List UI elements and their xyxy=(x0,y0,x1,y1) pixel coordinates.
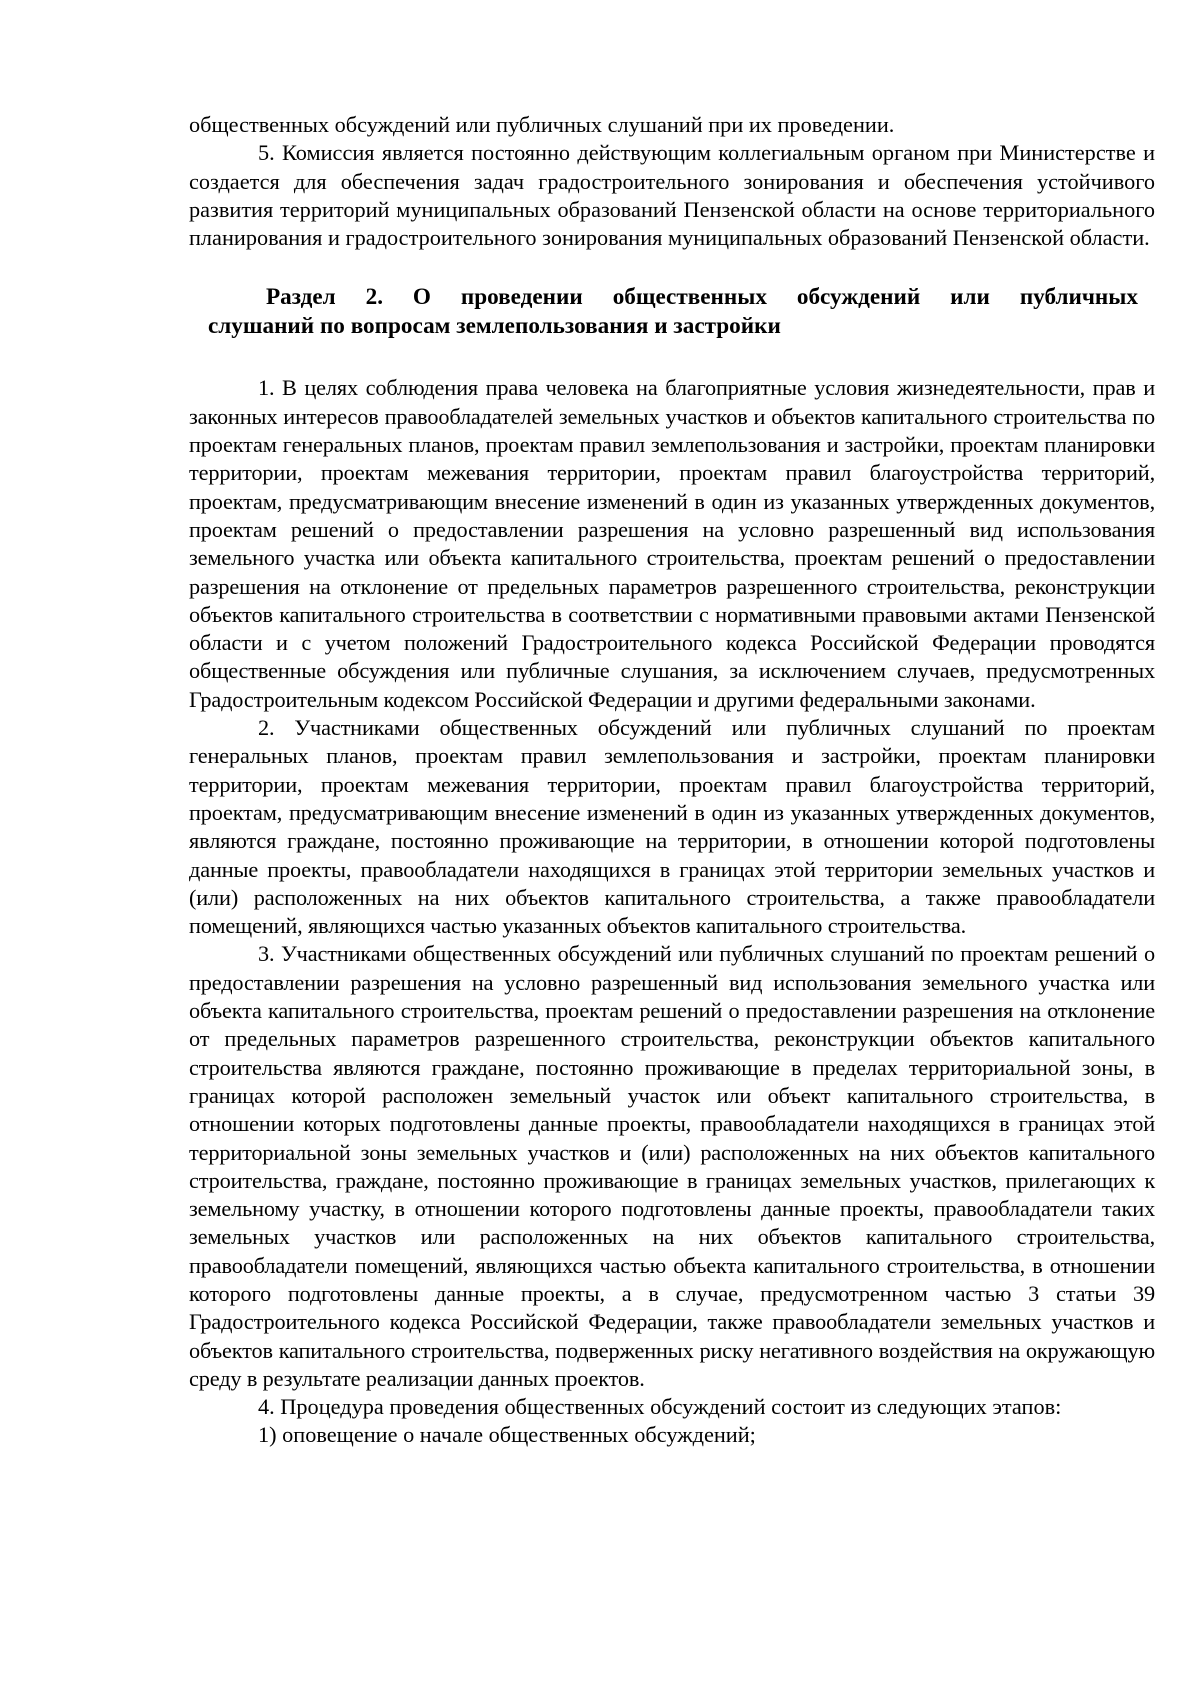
paragraph-continuation: общественных обсуждений или публичных слушаний при их проведении. xyxy=(189,112,895,137)
section-heading-line-1: Раздел 2. О проведении общественных обсуждений или публичных xyxy=(266,284,1138,311)
paragraph-section2-item-3: 3. Участниками общественных обсуждений или публичных слушаний по проектам решений о предоставлении разрешения на условно разрешенный вид использования земельного участка или объекта капитального строительства, проектам решений о предоставлении разрешения на отклонение от предельных параметров разрешенного строительства, реконструкции объектов капитального строительства являются граждане, постоянно проживающие в пределах территориальной зоны, в границах которой расположен земельный участок или объект капитального строительства, в отношении которых подготовлены данные проекты, правообладатели находящихся в границах этой территориальной зоны земельных участков и (или) расположенных на них объектов капитального строительства, граждане, постоянно проживающие в границах земельных участков, прилегающих к земельному участку, в отношении которого подготовлены данные проекты, правообладатели таких земельных участков или расположенных на них объектов капитального строительства, правообладатели помещений, являющихся частью объекта капитального строительства, в отношении которого подготовлены данные проекты, а в случае, предусмотренном частью 3 статьи 39 Градостроительного кодекса Российской Федерации, также правообладатели земельных участков и объектов капитального строительства, подверженных риску негативного воздействия на окружающую среду в результате реализации данных проектов. xyxy=(189,941,1155,1391)
paragraph-section2-item-4: 4. Процедура проведения общественных обсуждений состоит из следующих этапов: xyxy=(258,1394,1062,1420)
section-heading xyxy=(189,283,1155,341)
section-heading-line-2: слушаний по вопросам землепользования и застройки xyxy=(208,313,781,340)
document-body xyxy=(189,111,1155,1450)
paragraph-section2-item-4-stage-1: 1) оповещение о начале общественных обсуждений; xyxy=(258,1422,756,1448)
paragraph-section2-item-1: 1. В целях соблюдения права человека на благоприятные условия жизнедеятельности, прав и законных интересов правообладателей земельных участков и объектов капитального строительства по проектам генеральных планов, проектам правил землепользования и застройки, проектам планировки территории, проектам межевания территории, проектам правил благоустройства территорий, проектам, предусматривающим внесение изменений в один из указанных утвержденных документов, проектам решений о предоставлении разрешения на условно разрешенный вид использования земельного участка или объекта капитального строительства, проектам решений о предоставлении разрешения на отклонение от предельных параметров разрешенного строительства, реконструкции объектов капитального строительства в соответствии с нормативными правовыми актами Пензенской области и с учетом положений Градостроительного кодекса Российской Федерации проводятся общественные обсуждения или публичные слушания, за исключением случаев, предусмотренных Градостроительным кодексом Российской Федерации и другими федеральными законами. xyxy=(189,375,1155,712)
paragraph-section2-item-2: 2. Участниками общественных обсуждений или публичных слушаний по проектам генеральных планов, проектам правил землепользования и застройки, проектам планировки территории, проектам межевания территории, проектам правил благоустройства территорий, проектам, предусматривающим внесение изменений в один из указанных утвержденных документов, являются граждане, постоянно проживающие на территории, в отношении которой подготовлены данные проекты, правообладатели находящихся в границах этой территории земельных участков и (или) расположенных на них объектов капитального строительства, а также правообладатели помещений, являющихся частью указанных объектов капитального строительства. xyxy=(189,715,1155,939)
paragraph-item-5: 5. Комиссия является постоянно действующим коллегиальным органом при Министерстве и создается для обеспечения задач градостроительного зонирования и обеспечения устойчивого развития территорий муниципальных образований Пензенской области на основе территориального планирования и градостроительного зонирования муниципальных образований Пензенской области. xyxy=(189,140,1155,251)
